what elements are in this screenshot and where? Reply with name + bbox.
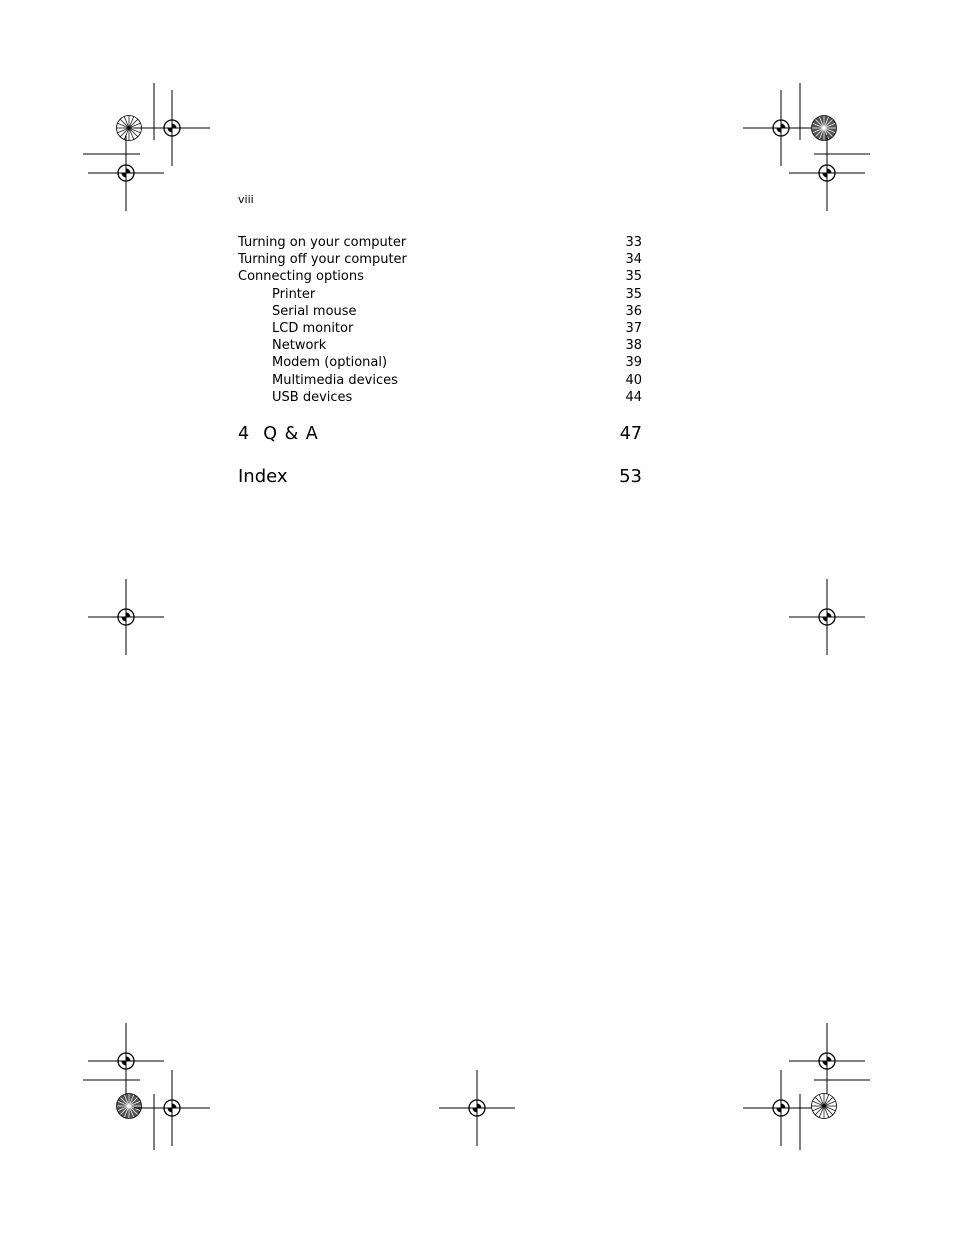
toc-entry-page: 44: [625, 389, 642, 405]
registration-mark-icon: [439, 1070, 515, 1146]
toc-entry-label: Turning on your computer: [238, 235, 407, 250]
toc-entry-page: 39: [625, 355, 642, 371]
toc-entry-page: 35: [625, 269, 642, 285]
toc-index-entry[interactable]: [238, 466, 642, 488]
toc-subentry[interactable]: [238, 320, 642, 337]
toc-entry-label: Serial mouse: [272, 303, 357, 319]
toc-entry-page: 35: [625, 286, 642, 302]
page-number: viii: [238, 193, 254, 206]
registration-mark-icon: [88, 579, 164, 655]
toc-entry-label: Modem (optional): [272, 355, 388, 371]
toc-entry-page: 36: [625, 303, 642, 319]
registration-mark-icon: [789, 1023, 865, 1099]
toc-entry-label: LCD monitor: [272, 320, 354, 336]
toc-entry-label: USB devices: [272, 389, 353, 405]
toc-entry[interactable]: [238, 234, 642, 251]
color-wheel-icon: [812, 116, 837, 141]
toc-chapter-label: 4 Q & A: [238, 423, 319, 444]
registration-mark-icon: [789, 579, 865, 655]
toc-entry-page: 34: [625, 252, 642, 268]
registration-mark-icon: [88, 135, 164, 211]
toc-entry-page: 38: [625, 338, 642, 354]
registration-mark-icon: [743, 90, 819, 166]
toc-index-label: Index: [238, 465, 288, 487]
toc-subentry[interactable]: [238, 303, 642, 320]
toc-subentry[interactable]: [238, 372, 642, 389]
toc-entry[interactable]: [238, 251, 642, 268]
registration-mark-icon: [134, 1070, 210, 1146]
toc-entry-label: Printer: [272, 286, 316, 302]
color-wheel-icon: [812, 1094, 837, 1119]
toc-subentry[interactable]: [238, 337, 642, 354]
toc-subentry[interactable]: [238, 389, 642, 406]
toc-entry[interactable]: [238, 268, 642, 285]
toc-entry-page: 40: [625, 372, 642, 388]
registration-mark-icon: [88, 1023, 164, 1099]
toc-chapter-entry[interactable]: [238, 423, 642, 445]
toc-chapter-page: 47: [619, 423, 642, 444]
toc-entry-page: 37: [625, 320, 642, 336]
table-of-contents: [238, 234, 642, 488]
toc-entry-label: Network: [272, 338, 327, 354]
registration-mark-icon: [743, 1070, 819, 1146]
toc-subentry[interactable]: [238, 354, 642, 371]
toc-entry-label: Turning off your computer: [238, 252, 407, 268]
registration-mark-icon: [789, 135, 865, 211]
toc-entry-page: 33: [625, 235, 642, 250]
color-wheel-icon: [117, 1094, 142, 1119]
toc-index-page: 53: [619, 465, 642, 487]
toc-entry-label: Connecting options: [238, 269, 364, 285]
toc-entry-label: Multimedia devices: [272, 372, 398, 388]
registration-mark-icon: [134, 90, 210, 166]
toc-subentry[interactable]: [238, 286, 642, 303]
